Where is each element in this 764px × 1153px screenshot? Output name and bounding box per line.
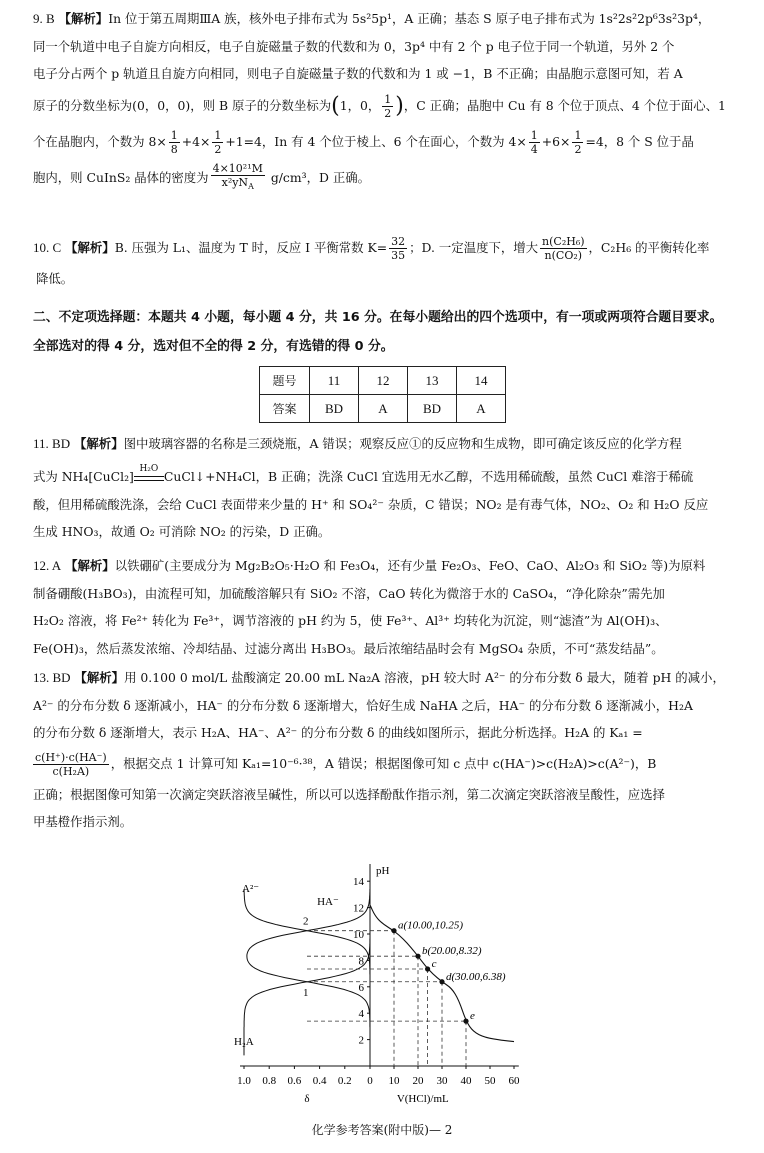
data-point [425,966,430,971]
series-label-h2a: H₂A [234,1035,254,1048]
data-point [463,1019,468,1024]
delta-tick-label: 0.2 [337,1075,352,1087]
question-number: 13. BD [33,670,71,685]
delta-axis-label: δ [304,1093,310,1105]
delta-tick-label: 1.0 [237,1075,251,1087]
question-10: 10. C 【解析】B. 压强为 L₁、温度为 T 时，反应 Ⅰ 平衡常数 K= $\frac{32}{35}$ ；D. 一定温度下，增大 $\frac{\text{n(C₂H₆)}}{\text{n(CO₂)}}$ ，C₂H₆ 的平衡转化率 降低。 [33,235,710,286]
data-point [391,928,396,933]
analysis-tag: 【解析】 [74,670,125,685]
equals-sign [134,476,164,481]
analysis-tag: 【解析】 [65,558,115,573]
data-point [439,979,444,984]
question-number: 9. B [33,11,55,26]
titration-chart [220,858,540,1113]
point-label: a(10.00,10.25) [398,919,464,932]
x-tick-label: 50 [484,1075,496,1087]
y-tick-label: 2 [358,1034,364,1047]
point-label: d(30.00,6.38) [446,970,506,983]
analysis-tag: 【解析】 [65,240,115,255]
table-row: 答案 BD A BD A [260,395,506,423]
question-11: 11. BD 【解析】图中玻璃容器的名称是三颈烧瓶，A 错误；观察反应①的反应物和生成物，即可确定该反应的化学方程 式为 NH₄[CuCl₂] H₂O CuCl↓+NH₄Cl，B 正确；洗涤 CuCl 宜选用无水乙醇，不选用稀硫酸，虽然 CuCl 难溶于稀硫 酸，但用稀硫酸洗涤，会给 CuCl 表面带来少量的 H⁺ 和 SO₄²⁻ 杂质，C 错误；NO₂ 是有毒气体，NO₂、O₂ 和 H₂O 反应 生成 HNO₃，故通 O₂ 可消除 NO₂ 的污染，D 正确。 [33,436,709,539]
data-point [415,954,420,959]
question-number: 10. C [33,240,62,255]
intersection-label: 1 [303,986,309,999]
analysis-tag: 【解析】 [74,436,124,451]
question-9: 9. B 【解析】In 位于第五周期ⅢA 族，核外电子排布式为 5s²5p¹，A 正确；基态 S 原子电子排布式为 1s²2s²2p⁶3s²3p⁴， 同一个轨道中电子自旋方向相反，电子自旋磁量子数的代数和为 0，3p⁴ 中有 2 个 p 电子位于同一个轨道，另外 2 个 电子分占两个 p 轨道且自旋方向相同，则电子自旋磁量子数的代数和为 1 或 −1，B 不正确；由晶胞示意图可知，若 A 原子的分数坐标为(0，0，0)，则 B 原子的分数坐标为(1，0， $\frac{1}{2}$ )，C 正确；晶胞中 Cu 有 8 个位于顶点、4 个位于面心、1 个在晶胞内，个数为 8× $\frac{1}{8}$ +4× $\frac{1}{2}$ +1=4，In 有 4 个位于棱上、6 个在面心，个数为 4× $\frac{1}{4}$ +6× $\frac{1}{2}$ =4，8 个 S 位于晶 胞内，则 CuInS₂ 晶体的密度为 $\frac{\text{4×10²¹M}}{x^2yN_A}$ g/cm³，D 正确。 [33,11,726,192]
question-number: 12. A [33,558,62,573]
y-tick-label: 10 [353,929,364,941]
series-label-a2: A²⁻ [242,882,260,895]
x-tick-label: 0 [367,1075,373,1087]
y-axis-label: pH [376,865,390,877]
y-tick-label: 8 [358,955,364,968]
section-2-heading: 二、不定项选择题：本题共 4 小题，每小题 4 分，共 16 分。在每小题给出的四个选项中，有一项或两项符合题目要求。 全部选对的得 4 分，选对但不全的得 2 分，有选错的得 0 分。 [33,310,723,354]
y-tick-label: 6 [358,981,364,994]
x-axis-label: V(HCl)/mL [396,1093,449,1105]
y-tick-label: 14 [353,876,364,889]
y-tick-label: 4 [358,1008,364,1021]
x-tick-label: 40 [460,1075,472,1087]
delta-tick-label: 0.8 [262,1075,277,1087]
answer-table [259,366,506,423]
point-label: b(20.00,8.32) [422,945,482,958]
x-tick-label: 20 [412,1075,424,1087]
table-row: 题号 11 12 13 14 [260,367,506,395]
ha-curve [247,889,370,1055]
point-label: c [431,957,437,970]
point-label: e [470,1010,475,1023]
x-tick-label: 10 [388,1075,400,1087]
delta-tick-label: 0.4 [312,1075,327,1087]
y-tick-label: 12 [353,902,364,915]
page-footer: 化学参考答案(附中版)— 2 [311,1123,453,1137]
series-label-ha: HA⁻ [317,895,339,908]
x-tick-label: 30 [436,1075,448,1087]
x-tick-label: 60 [508,1075,520,1087]
question-13: 13. BD 【解析】用 0.100 0 mol/L 盐酸滴定 20.00 mL Na₂A 溶液，pH 较大时 A²⁻ 的分布分数 δ 最大，随着 pH 的减小， A²⁻ 的分布分数 δ 逐渐减小，HA⁻ 的分布分数 δ 逐渐增大，恰好生成 NaHA 之后，HA⁻ 的分布分数 δ 逐渐减小，H₂A 的分布分数 δ 逐渐增大，表示 H₂A、HA⁻、A²⁻ 的分布分数 δ 的曲线如图所示，据此分析选择。H₂A 的 Kₐ₁ = $\frac{c(H^+)\cdot c(HA^-)}{\text{c(H₂A)}}$ ，根据交点 1 计算可知 Kₐ₁=10⁻⁶·³⁸，A 错误；根据图像可知 c 点中 c(HA⁻)>c(H₂A)>c(A²⁻)，B 正确；根据图像可知第一次滴定突跃溶液呈碱性，所以可以选择酚酞作指示剂，第二次滴定突跃溶液呈酸性，应选择 甲基橙作指示剂。 [33,670,725,829]
delta-tick-label: 0.6 [287,1075,302,1087]
question-number: 11. BD [33,436,71,451]
question-12: 12. A 【解析】以铁硼矿(主要成分为 Mg₂B₂O₅·H₂O 和 Fe₃O₄，还有少量 Fe₂O₃、FeO、CaO、Al₂O₃ 和 SiO₂ 等)为原料 制备硼酸(H₃BO₃)，由流程可知，加硫酸溶解只有 SiO₂ 不溶，CaO 转化为微溶于水的 CaSO₄，“净化除杂”需先加 H₂O₂ 溶液，将 Fe²⁺ 转化为 Fe³⁺，调节溶液的 pH 约为 5，使 Fe³⁺、Al³⁺ 均转化为沉淀，则“滤渣”为 Al(OH)₃、 Fe(OH)₃，然后蒸发浓缩、冷却结晶、过滤分离出 H₃BO₃。最后浓缩结晶时会有 MgSO₄ 杂质，不可“蒸发结晶”。 [33,558,706,656]
intersection-label: 2 [303,915,309,928]
analysis-tag: 【解析】 [58,11,109,26]
